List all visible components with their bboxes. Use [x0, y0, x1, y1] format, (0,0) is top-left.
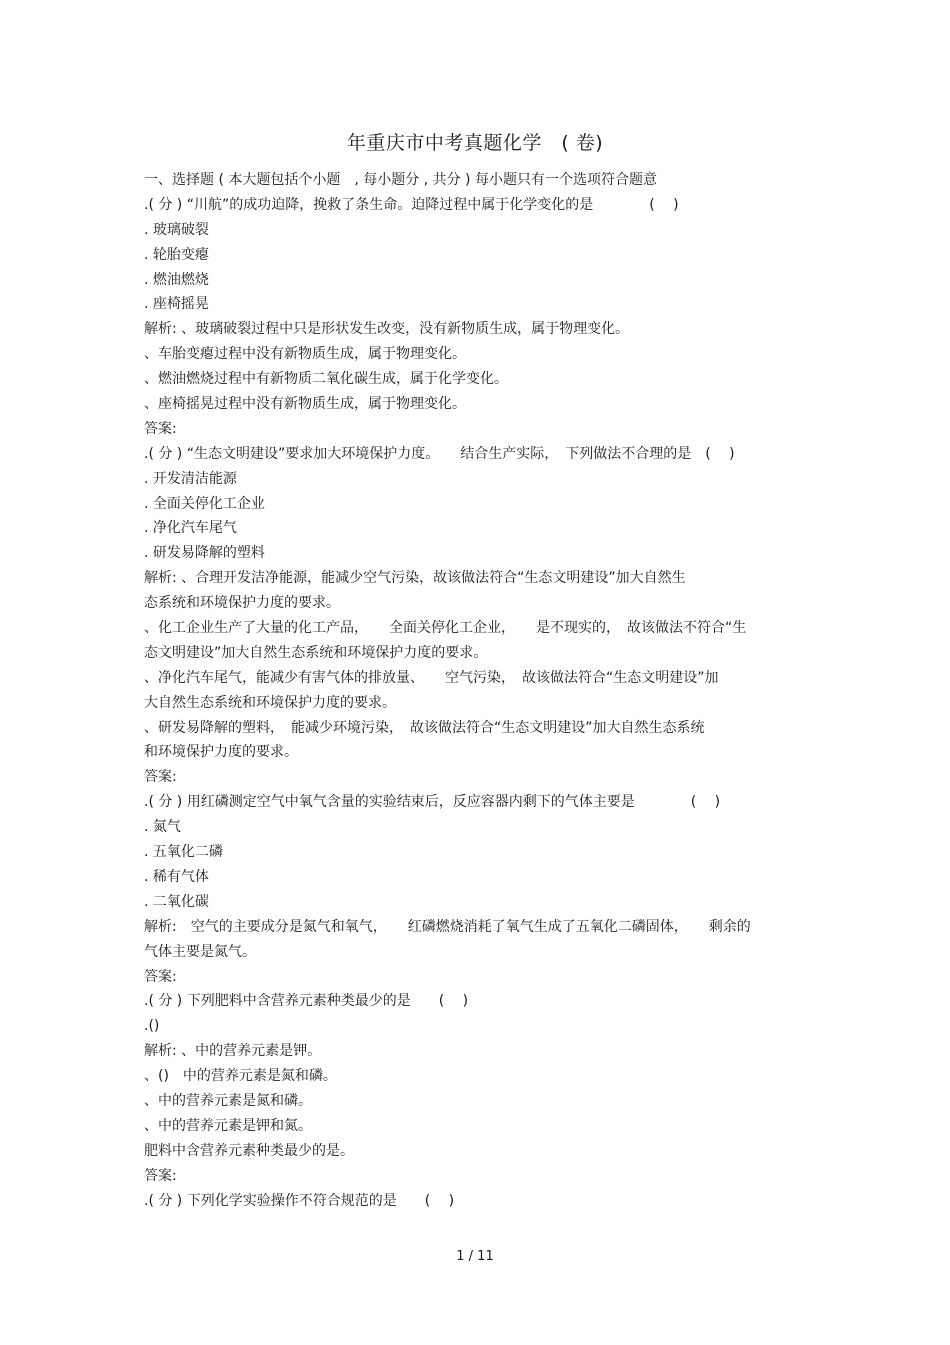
text-line: 解析: 、中的营养元素是钾。	[144, 1043, 322, 1060]
text-line: 解析: 、合理开发洁净能源，能减少空气污染，故该做法符合“生态文明建设”加大自然生	[144, 570, 686, 587]
text-line: . 研发易降解的塑料	[144, 545, 265, 562]
text-line: . 净化汽车尾气	[144, 520, 237, 537]
text-line: 一、选择题 ( 本大题包括个小题 , 每小题分 , 共分 ) 每小题只有一个选项符合题意	[144, 172, 657, 188]
text-line: .( 分 ) 下列肥料中含营养元素种类最少的是 ( )	[144, 993, 469, 1010]
text-line: 、化工企业生产了大量的化工产品， 全面关停化工企业， 是不现实的， 故该做法不符合“生	[144, 620, 747, 637]
text-line: 肥料中含营养元素种类最少的是。	[144, 1142, 354, 1159]
text-line: 、() 中的营养元素是氮和磷。	[144, 1068, 337, 1085]
text-line: . 玻璃破裂	[144, 221, 209, 238]
text-line: . 轮胎变瘪	[144, 246, 209, 263]
page-title: 年重庆市中考真题化学 ( 卷)	[346, 132, 604, 154]
text-line: 答案:	[144, 769, 177, 786]
text-line: .( 分 ) 下列化学实验操作不符合规范的是 ( )	[144, 1192, 455, 1209]
text-line: 气体主要是氮气。	[144, 943, 256, 960]
text-line: 解析: 、玻璃破裂过程中只是形状发生改变，没有新物质生成，属于物理变化。	[144, 321, 630, 338]
text-line: 、中的营养元素是钾和氮。	[144, 1117, 312, 1134]
text-line: .( 分 ) “川航”的成功迫降，挽救了条生命。迫降过程中属于化学变化的是 ( )	[144, 196, 679, 213]
text-line: 、燃油燃烧过程中有新物质二氧化碳生成，属于化学变化。	[144, 371, 508, 388]
text-line: .( 分 ) 用红磷测定空气中氧气含量的实验结束后，反应容器内剩下的气体主要是 ( )	[144, 794, 721, 811]
text-line: 解析: 空气的主要成分是氮气和氧气， 红磷燃烧消耗了氧气生成了五氧化二磷固体， 剩余的	[144, 918, 751, 935]
text-line: . 二氧化碳	[144, 893, 209, 910]
page-number: 1 / 11	[456, 1249, 494, 1264]
text-line: 答案:	[144, 420, 177, 437]
document-body	[144, 168, 824, 1213]
text-line: . 氮气	[144, 819, 181, 836]
text-line: . 全面关停化工企业	[144, 495, 265, 512]
text-line: 答案:	[144, 1167, 177, 1184]
text-line: 、车胎变瘪过程中没有新物质生成，属于物理变化。	[144, 346, 466, 363]
text-line: . 稀有气体	[144, 868, 209, 885]
text-line: 和环境保护力度的要求。	[144, 744, 298, 761]
text-line: . 燃油燃烧	[144, 271, 209, 288]
text-line: 、研发易降解的塑料， 能减少环境污染， 故该做法符合“生态文明建设”加大自然生态系统	[144, 719, 705, 736]
text-line: 、净化汽车尾气，能减少有害气体的排放量、 空气污染， 故该做法符合“生态文明建设”加	[144, 669, 719, 686]
text-line: 态系统和环境保护力度的要求。	[144, 595, 340, 612]
text-line: .()	[144, 1018, 160, 1035]
text-line: . 五氧化二磷	[144, 844, 223, 861]
text-line: 态文明建设”加大自然生态系统和环境保护力度的要求。	[144, 644, 488, 661]
text-line: 、中的营养元素是氮和磷。	[144, 1092, 312, 1109]
text-line: 答案:	[144, 968, 177, 985]
text-line: . 座椅摇晃	[144, 296, 209, 313]
text-line: .( 分 ) “生态文明建设”要求加大环境保护力度。 结合生产实际， 下列做法不合理的是 ( )	[144, 445, 735, 462]
text-line: 、座椅摇晃过程中没有新物质生成，属于物理变化。	[144, 396, 466, 413]
text-line: . 开发清洁能源	[144, 470, 237, 487]
text-line: 大自然生态系统和环境保护力度的要求。	[144, 694, 396, 711]
